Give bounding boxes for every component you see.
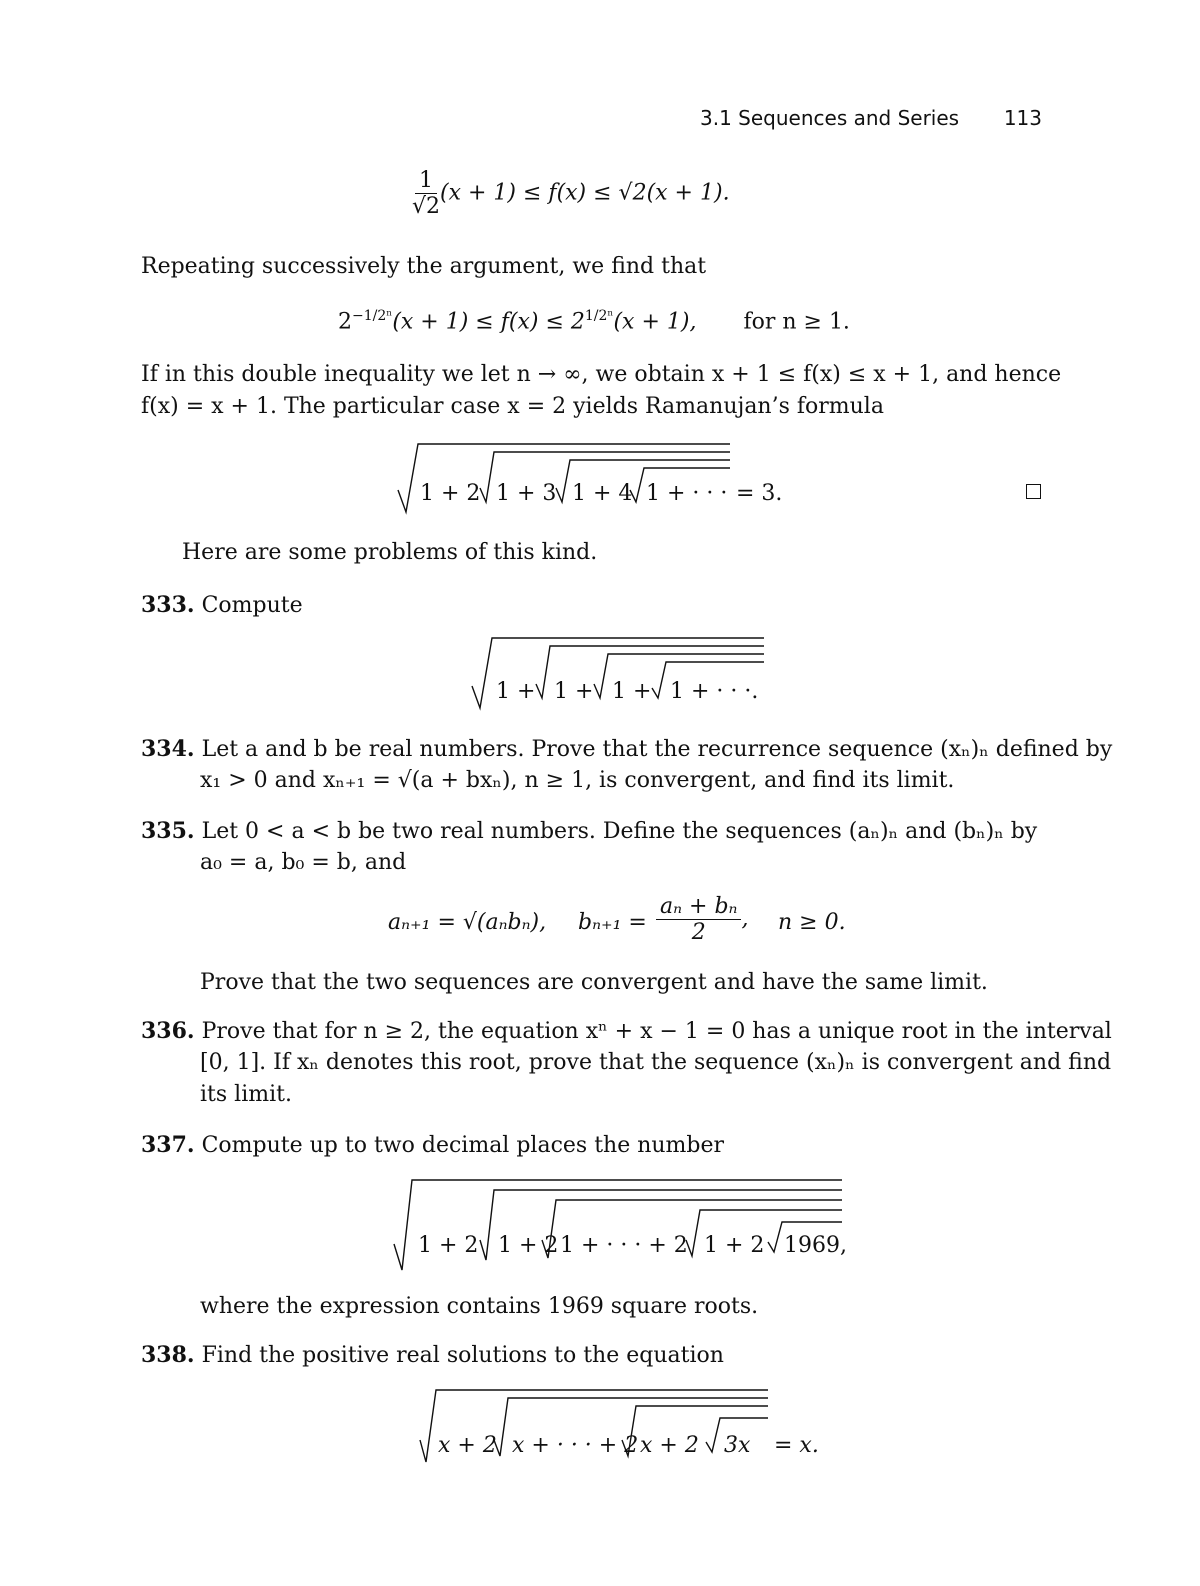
radical-term: x + 2 [640, 1433, 699, 1458]
paragraph-line: Repeating successively the argument, we find that [141, 254, 707, 279]
numerator: aₙ + bₙ [656, 894, 741, 920]
eq2-exp-right: 1/2ⁿ [584, 308, 614, 324]
problem-text: its limit. [200, 1082, 292, 1107]
problem-text: [0, 1]. If xₙ denotes this root, prove that the sequence (xₙ)ₙ is convergent and find [200, 1050, 1112, 1075]
radical-term: 1969, [784, 1233, 847, 1258]
radical-term: 1 + 4 [572, 481, 633, 506]
problem-text: Prove that for n ≥ 2, the equation xⁿ + x − 1 = 0 has a unique root in the interval [201, 1019, 1112, 1044]
problem-text: Compute up to two decimal places the number [201, 1133, 725, 1158]
problem-text: where the expression contains 1969 square roots. [200, 1294, 759, 1319]
denominator: √2 [412, 194, 441, 219]
radical-term: x + 2 [438, 1433, 497, 1458]
eq2-base: 2 [338, 309, 352, 335]
equation-an: aₙ₊₁ = √(aₙbₙ), [388, 910, 547, 935]
radical-term: 1 + [496, 679, 536, 704]
section-title: 3.1 Sequences and Series [700, 106, 960, 130]
page-number: 113 [1003, 106, 1042, 130]
radical-term: 1 + 2 [418, 1233, 479, 1258]
problem-text: Compute [201, 593, 303, 618]
fraction: $\frac{\text{aₙ + bₙ}}{2}$ , [656, 894, 748, 945]
radical-term: 1 + · · · [646, 481, 728, 506]
eq2-middle: (x + 1) ≤ f(x) ≤ 2 [392, 309, 585, 335]
eq2-exp-left: −1/2ⁿ [352, 308, 393, 324]
radical-term: x + · · · + 2 [512, 1433, 639, 1458]
paragraph-line: f(x) = x + 1. The particular case x = 2 yields Ramanujan’s formula [141, 394, 884, 419]
problem-text: Let 0 < a < b be two real numbers. Define the sequences (aₙ)ₙ and (bₙ)ₙ by [201, 819, 1038, 844]
problem-number: 335. [141, 818, 195, 844]
formula-result: = x. [774, 1433, 819, 1458]
radical-term: 1 + [612, 679, 652, 704]
numerator: 1 [415, 168, 437, 194]
paragraph-line: If in this double inequality we let n → ∞, we obtain x + 1 ≤ f(x) ≤ x + 1, and hence [141, 362, 1062, 387]
radical-term: 1 + 2 [704, 1233, 765, 1258]
equation-condition: n ≥ 0. [778, 910, 846, 935]
radical-term: 1 + 3 [496, 481, 557, 506]
radical-term: 1 + 2 [420, 481, 481, 506]
problem-number: 336. [141, 1018, 195, 1044]
problem-text: Let a and b be real numbers. Prove that the recurrence sequence (xₙ)ₙ defined by [201, 737, 1113, 762]
problem-number: 334. [141, 736, 195, 762]
equation-bn-lhs: bₙ₊₁ = [578, 910, 647, 935]
denominator: 2 [691, 920, 706, 945]
problem-number: 337. [141, 1132, 195, 1158]
radical-term: 3x [724, 1433, 751, 1458]
problem-number: 333. [141, 592, 195, 618]
radical-term: 1 + · · · + 2 [560, 1233, 688, 1258]
problem-text: x₁ > 0 and xₙ₊₁ = √(a + bxₙ), n ≥ 1, is convergent, and find its limit. [200, 768, 955, 793]
problem-text: a₀ = a, b₀ = b, and [200, 850, 407, 875]
problem-text: Find the positive real solutions to the equation [201, 1343, 724, 1368]
equation-rest: (x + 1) ≤ f(x) ≤ √2(x + 1). [440, 180, 730, 206]
problem-text: Prove that the two sequences are convergent and have the same limit. [200, 970, 988, 995]
radical-term: 1 + [554, 679, 594, 704]
eq2-condition: for n ≥ 1. [743, 309, 850, 335]
eq2-rhs: (x + 1), [613, 309, 697, 335]
radical-term: 1 + · · ·. [670, 679, 759, 704]
formula-result: = 3. [736, 481, 783, 506]
paragraph-line: Here are some problems of this kind. [182, 540, 598, 565]
problem-number: 338. [141, 1342, 195, 1368]
radical-term: 1 + 2 [498, 1233, 559, 1258]
